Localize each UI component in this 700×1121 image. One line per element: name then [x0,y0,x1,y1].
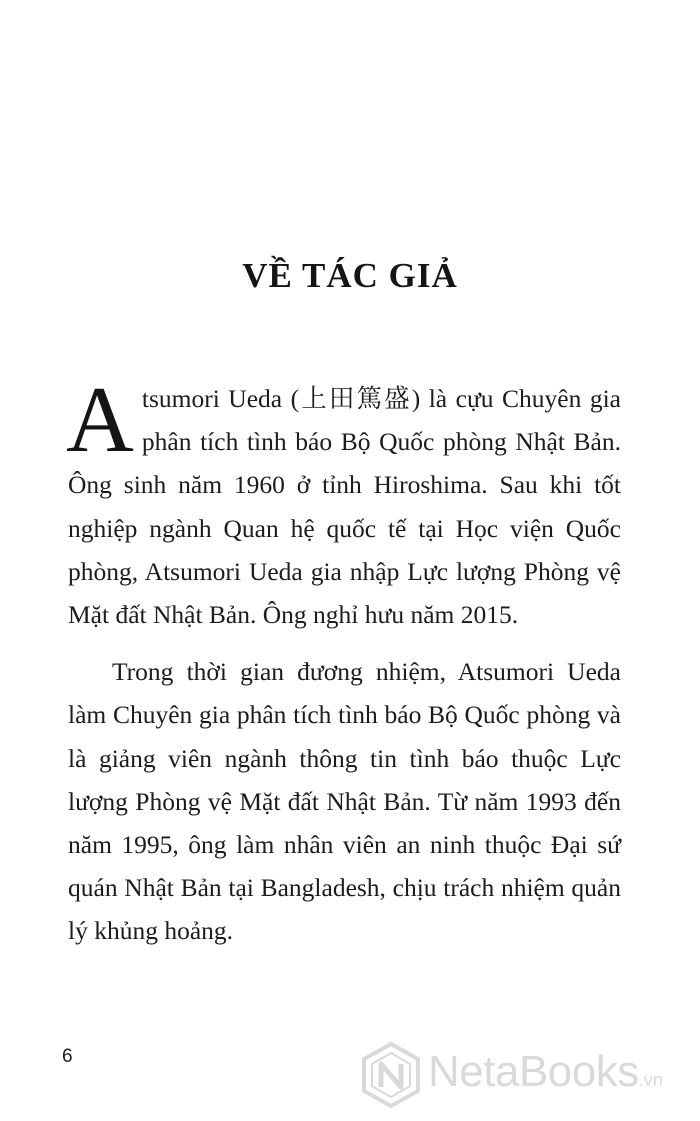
watermark-suffix: .vn [638,1070,663,1090]
publisher-watermark [360,1041,690,1109]
paragraph-1 [66,368,621,636]
paragraph-2: Trong thời gian đương nhiệm, Atsumori Ueda làm Chuyên gia phân tích tình báo Bộ Quốc phòng và là giảng viên ngành thông tin tình báo thuộc Lực lượng Phòng vệ Mặt đất Nhật Bản. Từ năm 1993 đến năm 1995, ông làm nhân viên an ninh thuộc Đại sứ quán Nhật Bản tại Bangladesh, chịu trách nhiệm quản lý khủng hoảng. [68,657,621,946]
page-number: 6 [62,1046,73,1067]
drop-cap: A [66,368,134,472]
paragraph-1-text: tsumori Ueda (上田篤盛) là cựu Chuyên gia phân tích tình báo Bộ Quốc phòng Nhật Bản. Ông sinh năm 1960 ở tỉnh Hiroshima. Sau khi tốt nghiệp ngành Quan hệ quốc tế tại Học viện Quốc phòng, Atsumori Ueda gia nhập Lực lượng Phòng vệ Mặt đất Nhật Bản. Ông nghỉ hưu năm 2015. [68,384,621,630]
watermark-text [428,1047,663,1097]
chapter-title: VỀ TÁC GIẢ [242,256,458,295]
chapter-body [66,368,621,953]
watermark-brand: NetaBooks [428,1047,639,1096]
netabooks-logo-icon [360,1041,422,1109]
